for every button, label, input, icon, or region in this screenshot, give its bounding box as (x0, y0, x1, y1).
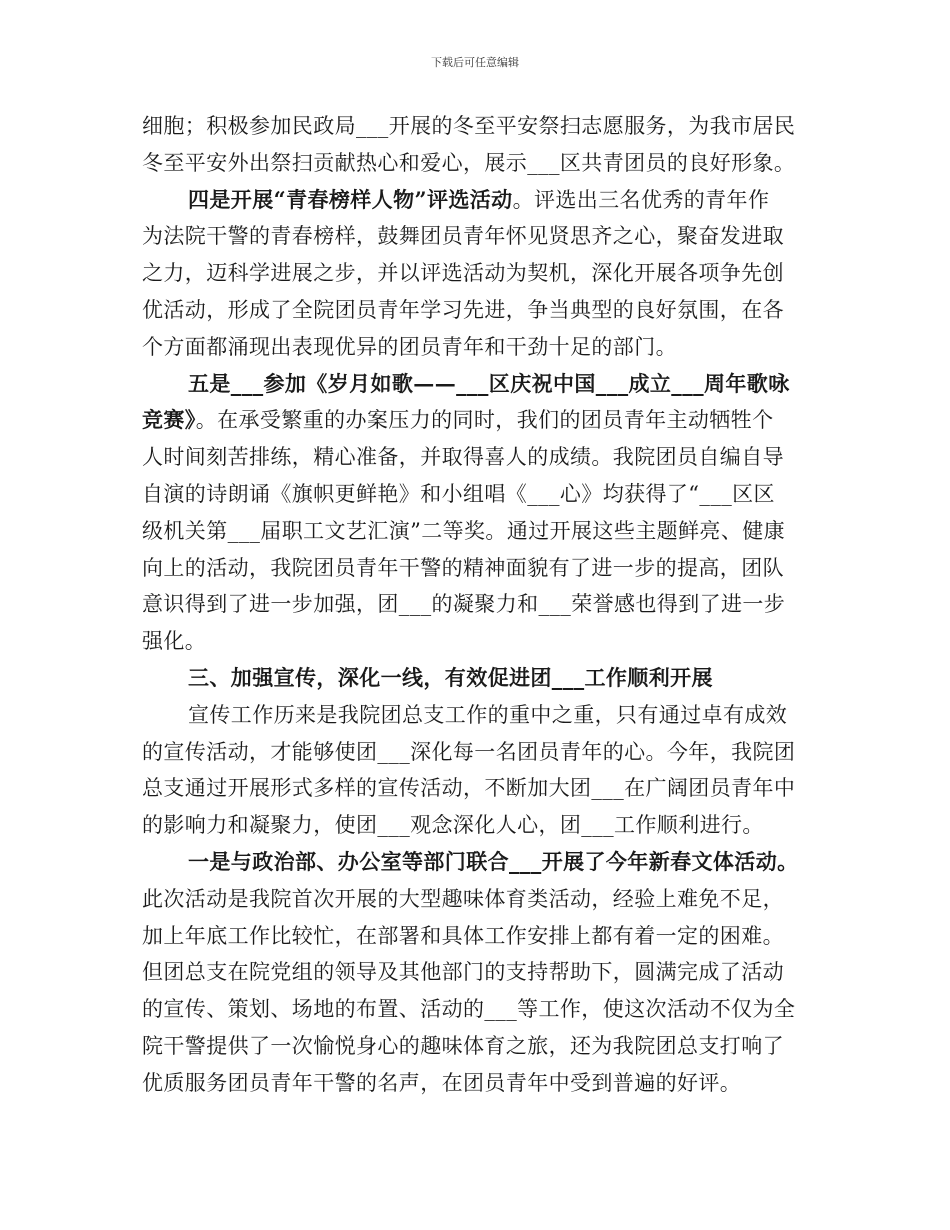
text-segment: 优质服务团员青年干警的名声，在团员青年中受到普遍的好评。 (142, 1070, 742, 1095)
text-segment: 的宣传、策划、场地的布置、活动的___等工作，使这次活动不仅为全 (142, 997, 796, 1022)
bold-text-segment: 五是___参加《岁月如歌——___区庆祝中国___成立___周年歌咏 (188, 370, 790, 396)
text-line (142, 623, 810, 660)
text-segment: 总支通过开展形式多样的宣传活动，不断加大团___在广阔团员青年中 (142, 776, 796, 801)
text-line (142, 145, 810, 182)
text-line (142, 550, 810, 587)
text-line (142, 586, 810, 623)
text-segment: 。评选出三名优秀的青年作 (512, 187, 770, 212)
text-line (142, 991, 810, 1028)
text-segment: 之力，迈科学进展之步，并以评选活动为契机，深化开展各项争先创 (142, 261, 784, 286)
text-line (142, 844, 810, 881)
text-line (142, 954, 810, 991)
text-line (142, 513, 810, 550)
text-line (142, 734, 810, 771)
text-line (142, 366, 810, 403)
text-line (142, 329, 810, 366)
text-segment: 个方面都涌现出表现优异的团员青年和干劲十足的部门。 (142, 334, 677, 359)
text-line (142, 881, 810, 918)
text-line (142, 807, 810, 844)
text-line (142, 218, 810, 255)
text-line (142, 402, 810, 439)
bold-text-segment: 竞赛》 (142, 407, 196, 433)
text-line (142, 918, 810, 955)
text-segment: 细胞；积极参加民政局___开展的冬至平安祭扫志愿服务，为我市居民 (142, 114, 796, 138)
text-line (142, 182, 810, 219)
text-segment: 此次活动是我院首次开展的大型趣味体育类活动，经验上难免不足， (142, 886, 784, 911)
text-line (142, 476, 810, 513)
text-segment: 院干警提供了一次愉悦身心的趣味体育之旅，还为我院团总支打响了 (142, 1033, 784, 1058)
text-segment: 但团总支在院党组的领导及其他部门的支持帮助下，圆满完成了活动 (142, 960, 784, 985)
text-line (142, 439, 810, 476)
text-line (142, 1065, 810, 1102)
text-line (142, 1028, 810, 1065)
text-line (142, 660, 810, 697)
bold-text-segment: 三、加强宣传，深化一线，有效促进团___工作顺利开展 (188, 664, 713, 690)
text-segment: 自演的诗朗诵《旗帜更鲜艳》和小组唱《___心》均获得了“___区区 (142, 481, 775, 506)
bold-text-segment: 四是开展“青春榜样人物”评选活动 (188, 186, 513, 212)
text-segment: 加上年底工作比较忙，在部署和具体工作安排上都有着一定的困难。 (142, 923, 784, 948)
bold-text-segment: 一是与政治部、办公室等部门联合___开展了今年新春文体活动。 (188, 848, 799, 874)
text-segment: 优活动，形成了全院团员青年学习先进，争当典型的良好氛围，在各 (142, 297, 784, 322)
text-segment: 强化。 (142, 629, 207, 654)
page-header: 下载后可任意编辑 (431, 56, 519, 69)
text-segment: 的宣传活动，才能够使团___深化每一名团员青年的心。今年，我院团 (142, 739, 796, 764)
text-line (142, 770, 810, 807)
text-segment: 宣传工作历来是我院团总支工作的重中之重，只有通过卓有成效 (188, 702, 788, 727)
text-line (142, 697, 810, 734)
text-line (142, 292, 810, 329)
text-segment: 为法院干警的青春榜样，鼓舞团员青年怀见贤思齐之心，聚奋发进取 (142, 224, 784, 249)
text-segment: 意识得到了进一步加强，团___的凝聚力和___荣誉感也得到了进一步 (142, 592, 786, 617)
text-segment: 的影响力和凝聚力，使团___观念深化人心，团___工作顺利进行。 (142, 813, 764, 838)
text-line (142, 255, 810, 292)
text-segment: 级机关第___届职工文艺汇演”二等奖。通过开展这些主题鲜亮、健康 (142, 518, 786, 543)
text-line (142, 108, 810, 145)
text-segment: 冬至平安外出祭扫贡献热心和爱心，展示___区共青团员的良好形象。 (142, 150, 796, 175)
text-segment: 。在承受繁重的办案压力的同时，我们的团员青年主动牺牲个 (195, 408, 774, 433)
document-body (142, 108, 810, 1102)
text-segment: 向上的活动，我院团员青年干警的精神面貌有了进一步的提高，团队 (142, 555, 784, 580)
text-segment: 人时间刻苦排练，精心准备，并取得喜人的成绩。我院团员自编自导 (142, 445, 784, 470)
